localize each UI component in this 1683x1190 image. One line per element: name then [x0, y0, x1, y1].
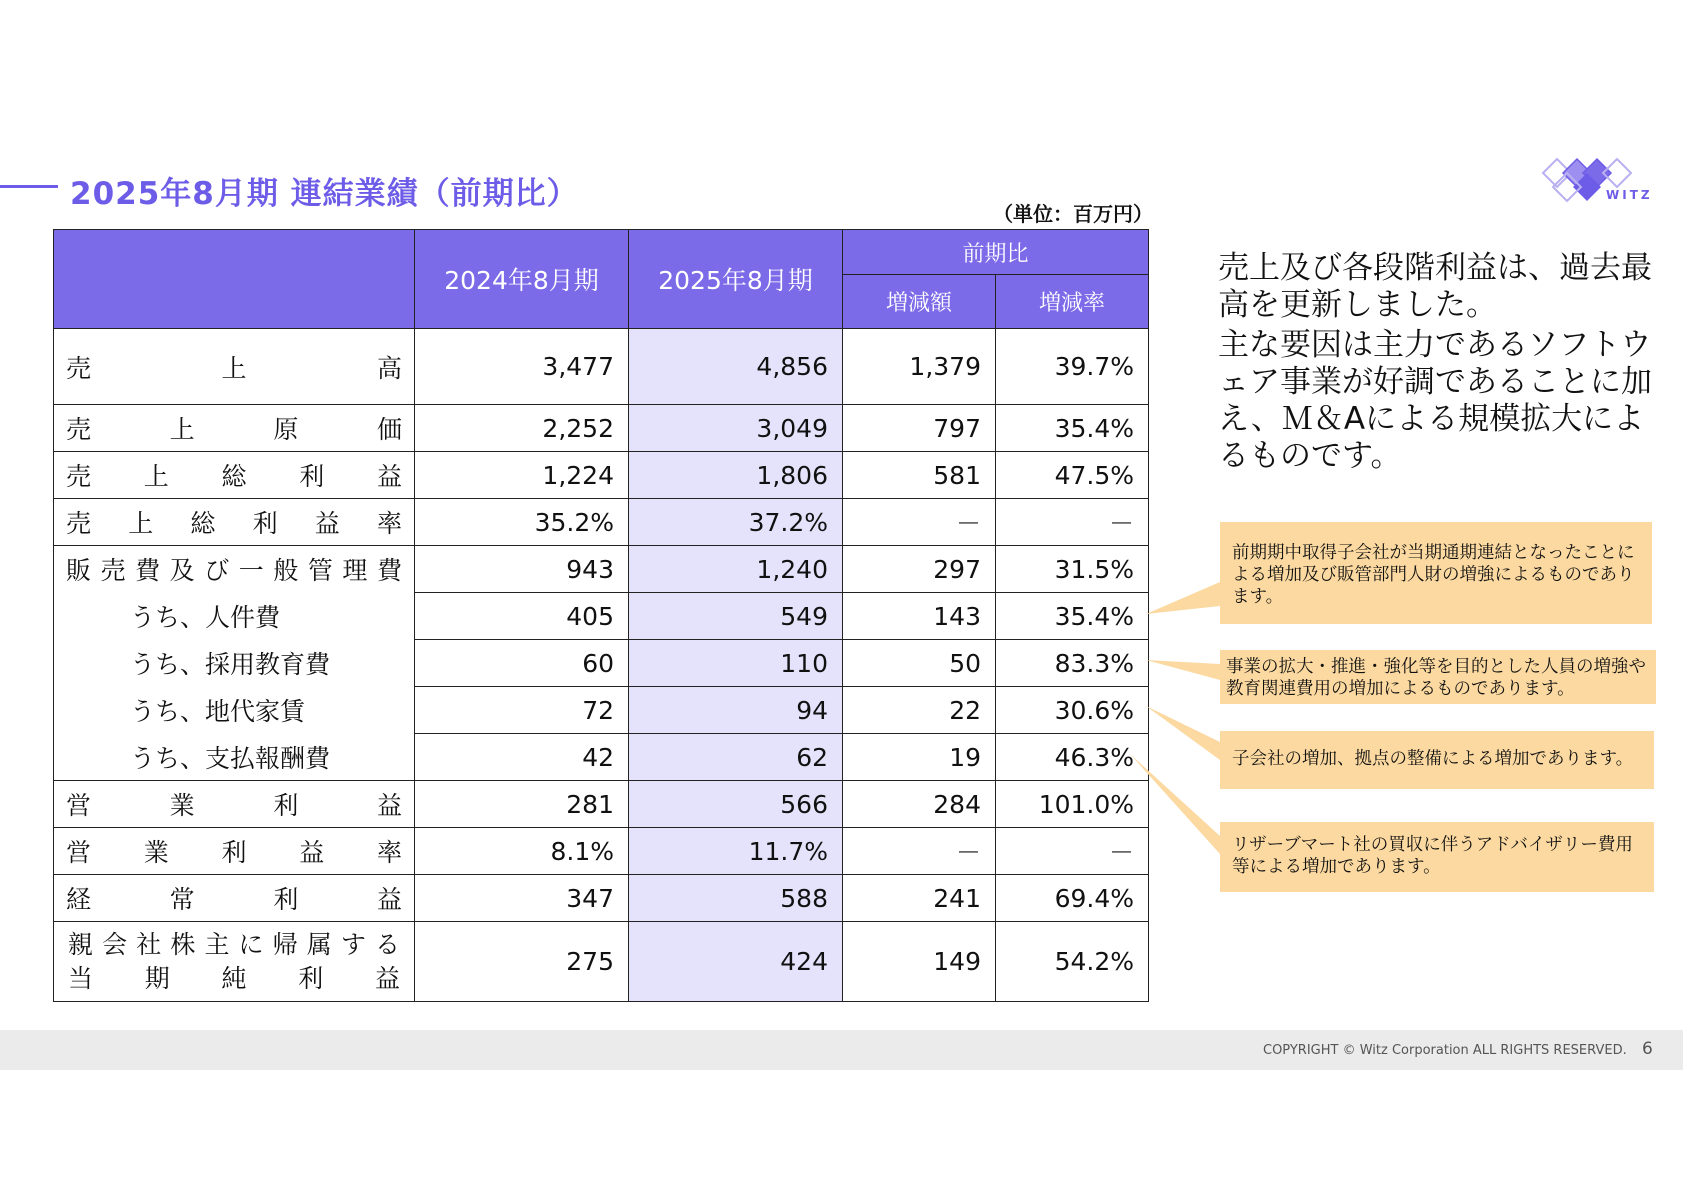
callout-recruiting-text: 事業の拡大・推進・強化等を目的とした人員の増強や教育関連費用の増加によるものであります。 — [1226, 657, 1646, 699]
cell-diff: 797 — [843, 405, 996, 452]
cell-prev: 35.2% — [415, 499, 629, 546]
row-label: うち、地代家賃 — [54, 687, 415, 734]
col-header-group: 前期比 — [843, 230, 1149, 275]
cell-diff: 241 — [843, 875, 996, 922]
cell-prev: 347 — [415, 875, 629, 922]
cell-diff: 297 — [843, 546, 996, 593]
cell-diff: 284 — [843, 781, 996, 828]
cell-prev: 405 — [415, 593, 629, 640]
cell-prev: 275 — [415, 922, 629, 1002]
logo-wordmark: WITZ — [1606, 188, 1653, 202]
copyright-text: COPYRIGHT © Witz Corporation ALL RIGHTS RESERVED. — [1263, 1043, 1627, 1058]
row-label: 売上高 — [54, 329, 415, 405]
cell-prev: 8.1% — [415, 828, 629, 875]
summary-paragraph-1: 売上及び各段階利益は、過去最高を更新しました。 — [1218, 250, 1652, 323]
cell-diff: 1,379 — [843, 329, 996, 405]
cell-curr: 588 — [629, 875, 843, 922]
row-label: 営業利益 — [54, 781, 415, 828]
cell-curr: 3,049 — [629, 405, 843, 452]
col-header-prev: 2024年8月期 — [415, 230, 629, 329]
cell-curr: 4,856 — [629, 329, 843, 405]
cell-curr: 1,806 — [629, 452, 843, 499]
row-label: 経常利益 — [54, 875, 415, 922]
cell-prev: 943 — [415, 546, 629, 593]
col-header-rate: 増減率 — [996, 275, 1149, 329]
row-label: 売上総利益 — [54, 452, 415, 499]
cell-curr: 110 — [629, 640, 843, 687]
cell-rate: 54.2% — [996, 922, 1149, 1002]
cell-diff: 143 — [843, 593, 996, 640]
cell-prev: 42 — [415, 734, 629, 781]
cell-prev: 1,224 — [415, 452, 629, 499]
callout-pointer-4 — [1130, 754, 1220, 854]
callout-fees — [1220, 822, 1654, 892]
cell-rate: 69.4% — [996, 875, 1149, 922]
col-header-curr: 2025年8月期 — [629, 230, 843, 329]
cell-diff: － — [843, 499, 996, 546]
cell-prev: 72 — [415, 687, 629, 734]
callout-fees-text: リザーブマート社の買収に伴うアドバイザリー費用等による増加であります。 — [1232, 835, 1633, 877]
row-label: うち、採用教育費 — [54, 640, 415, 687]
cell-diff: － — [843, 828, 996, 875]
row-label: 売上総利益率 — [54, 499, 415, 546]
cell-rate: 39.7% — [996, 329, 1149, 405]
cell-rate: 35.4% — [996, 405, 1149, 452]
cell-diff: 50 — [843, 640, 996, 687]
col-header-diff: 増減額 — [843, 275, 996, 329]
callout-personnel — [1220, 522, 1652, 624]
cell-prev: 60 — [415, 640, 629, 687]
callout-rent-text: 子会社の増加、拠点の整備による増加であります。 — [1232, 749, 1634, 769]
cell-rate: 35.4% — [996, 593, 1149, 640]
row-label: うち、支払報酬費 — [54, 734, 415, 781]
cell-rate: － — [996, 828, 1149, 875]
cell-rate: 101.0% — [996, 781, 1149, 828]
cell-curr: 37.2% — [629, 499, 843, 546]
row-label: 売上原価 — [54, 405, 415, 452]
cell-curr: 424 — [629, 922, 843, 1002]
cell-rate: 83.3% — [996, 640, 1149, 687]
page-number: 6 — [1642, 1039, 1653, 1059]
cell-diff: 581 — [843, 452, 996, 499]
row-label: 営業利益率 — [54, 828, 415, 875]
cell-curr: 94 — [629, 687, 843, 734]
cell-rate: 30.6% — [996, 687, 1149, 734]
cell-rate: 46.3% — [996, 734, 1149, 781]
row-label: うち、人件費 — [54, 593, 415, 640]
cell-curr: 62 — [629, 734, 843, 781]
cell-prev: 3,477 — [415, 329, 629, 405]
cell-diff: 149 — [843, 922, 996, 1002]
cell-curr: 1,240 — [629, 546, 843, 593]
row-label-line1: 親会社株主に帰属する — [68, 929, 400, 959]
cell-rate: － — [996, 499, 1149, 546]
row-label-line2: 当期純利益 — [68, 963, 400, 993]
unit-note: （単位：百万円） — [993, 202, 1153, 226]
cell-curr: 11.7% — [629, 828, 843, 875]
callout-rent — [1220, 731, 1654, 789]
callout-pointer-2 — [1146, 660, 1220, 680]
cell-diff: 19 — [843, 734, 996, 781]
cell-curr: 566 — [629, 781, 843, 828]
cell-prev: 281 — [415, 781, 629, 828]
cell-curr: 549 — [629, 593, 843, 640]
summary-paragraph-2: 主な要因は主力であるソフトウェア事業が好調であることに加え、Ｍ＆Aによる規模拡大によるものです。 — [1218, 327, 1652, 474]
cell-diff: 22 — [843, 687, 996, 734]
page-title: 2025年8月期 連結業績（前期比） — [70, 176, 579, 212]
cell-rate: 31.5% — [996, 546, 1149, 593]
callout-pointer-1 — [1146, 582, 1220, 614]
cell-prev: 2,252 — [415, 405, 629, 452]
callout-recruiting — [1220, 650, 1656, 704]
row-label: 販売費及び一般管理費 — [54, 546, 415, 593]
callout-personnel-text: 前期期中取得子会社が当期通期連結となったことによる増加及び販管部門人財の増強によるものであります。 — [1232, 543, 1635, 607]
callout-pointer-3 — [1146, 706, 1220, 760]
cell-rate: 47.5% — [996, 452, 1149, 499]
